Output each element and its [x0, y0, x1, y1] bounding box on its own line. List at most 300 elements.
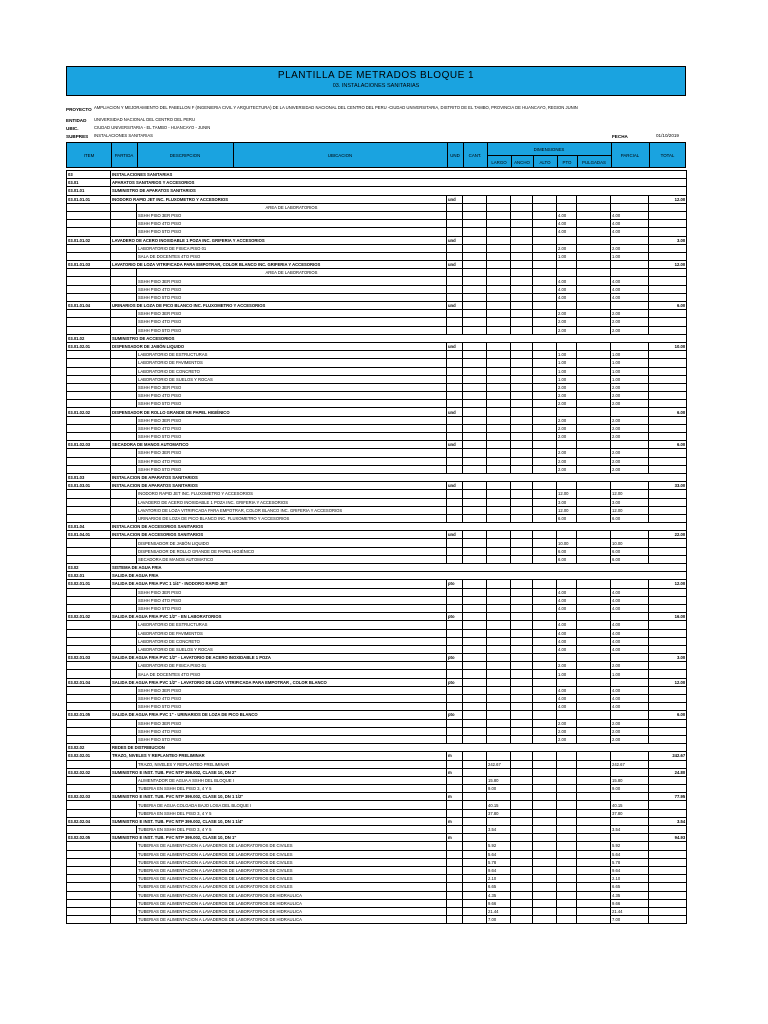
row-largo	[487, 351, 511, 359]
row-empty	[611, 531, 649, 539]
row-pto: 2.00	[557, 465, 577, 473]
row-total	[649, 220, 687, 228]
table-row-detail	[67, 809, 687, 817]
row-empty	[463, 654, 487, 662]
row-item	[67, 375, 111, 383]
row-parcial: 2.00	[611, 326, 649, 334]
row-empty	[511, 613, 533, 621]
row-empty	[487, 768, 511, 776]
row-description: LAVADERO DE ACERO INOXIDABLE 1 POZA INC. GRIFERIA Y ACCESORIOS	[111, 236, 447, 244]
row-description: SSHH PISO 5TO PISO	[137, 465, 447, 473]
table-row-detail	[67, 490, 687, 498]
row-total	[649, 506, 687, 514]
row-alto	[533, 277, 557, 285]
row-description: LABORATORIO DE ESTRUCTURAS	[137, 621, 447, 629]
row-alto	[533, 326, 557, 334]
row-item	[67, 383, 111, 391]
row-empty	[511, 793, 533, 801]
row-total: 12.00	[649, 580, 687, 588]
row-alto	[533, 719, 557, 727]
ubic-value: CIUDAD UNIVERSITARIA - EL TAMBO - HUANCAYO - JUNIN	[94, 125, 211, 130]
row-ancho	[511, 400, 533, 408]
row-item: 03.02.01.05	[67, 711, 111, 719]
table-row-detail	[67, 604, 687, 612]
table-row-partida	[67, 817, 687, 825]
row-pulgadas	[577, 392, 611, 400]
row-empty	[611, 195, 649, 203]
row-und	[447, 776, 463, 784]
row-partida	[111, 547, 137, 555]
row-und	[447, 645, 463, 653]
row-largo	[487, 604, 511, 612]
row-und	[447, 220, 463, 228]
row-item	[67, 539, 111, 547]
row-item	[67, 351, 111, 359]
row-total	[649, 539, 687, 547]
row-pto	[557, 883, 577, 891]
column-header	[66, 142, 686, 168]
row-largo	[487, 588, 511, 596]
row-item	[67, 686, 111, 694]
row-ancho	[511, 695, 533, 703]
row-ancho	[511, 392, 533, 400]
table-row-partida	[67, 441, 687, 449]
row-parcial: 4.00	[611, 220, 649, 228]
row-description: LAVADERO DE ACERO INOXIDABLE 1 POZA INC. GRIFERIA Y ACCESORIOS	[137, 498, 447, 506]
row-empty	[611, 580, 649, 588]
row-und	[447, 826, 463, 834]
row-pto	[557, 785, 577, 793]
row-largo	[487, 375, 511, 383]
row-empty	[533, 203, 557, 211]
row-cant	[463, 310, 487, 318]
row-cant	[463, 506, 487, 514]
row-empty	[463, 711, 487, 719]
row-item: 03.01.01.03	[67, 261, 111, 269]
row-partida	[111, 277, 137, 285]
row-description: INSTALACION DE APARATOS SANITARIOS	[111, 473, 687, 481]
ubic-label: UBIC.	[66, 126, 79, 131]
row-empty	[557, 236, 577, 244]
row-alto	[533, 703, 557, 711]
row-largo	[487, 367, 511, 375]
row-und	[447, 326, 463, 334]
row-und	[447, 424, 463, 432]
row-alto	[533, 400, 557, 408]
row-pulgadas	[577, 424, 611, 432]
row-pulgadas	[577, 588, 611, 596]
row-total: 12.00	[649, 678, 687, 686]
table-row-group	[67, 473, 687, 481]
row-alto	[533, 604, 557, 612]
row-alto	[533, 760, 557, 768]
row-empty	[577, 654, 611, 662]
row-total: 6.00	[649, 302, 687, 310]
row-pto: 10.00	[557, 539, 577, 547]
row-parcial: 9.64	[611, 866, 649, 874]
row-cant	[463, 826, 487, 834]
row-largo	[487, 220, 511, 228]
row-ancho	[511, 907, 533, 915]
row-empty	[511, 768, 533, 776]
table-row-partida	[67, 793, 687, 801]
row-partida	[111, 703, 137, 711]
row-und	[447, 392, 463, 400]
table-row-detail	[67, 686, 687, 694]
row-und	[447, 400, 463, 408]
row-item: 03.01.04	[67, 523, 111, 531]
row-empty	[463, 195, 487, 203]
proyecto-value: AMPLIACION Y MEJORAMIENTO DEL PABELLON F (INGENIERIA CIVIL Y ARQUITECTURA) DE LA UNIVERSIDAD NACIONAL DEL CENTRO DEL PERU -CIUDAD UNIVERSITARIA, DISTRITO DE EL TAMBO, PROVINCIA DE HUANCAYO, REGION JUNIN	[94, 105, 578, 110]
row-empty	[557, 203, 577, 211]
row-cant	[463, 899, 487, 907]
row-largo	[487, 735, 511, 743]
row-total	[649, 310, 687, 318]
row-total: 10.00	[649, 342, 687, 350]
row-ancho	[511, 850, 533, 858]
row-item	[67, 604, 111, 612]
row-description: LAVATORIO DE LOZA VITRIFICADA PARA EMPOTRAR, COLOR BLANCO INC. GRIFERIA Y ACCESORIOS	[137, 506, 447, 514]
row-total	[649, 883, 687, 891]
row-partida	[111, 735, 137, 743]
table-row-detail	[67, 211, 687, 219]
row-partida	[111, 498, 137, 506]
row-empty	[557, 580, 577, 588]
row-parcial: 2.00	[611, 310, 649, 318]
row-item	[67, 269, 111, 277]
row-ancho	[511, 703, 533, 711]
row-ancho	[511, 424, 533, 432]
row-ancho	[511, 457, 533, 465]
row-total	[649, 760, 687, 768]
subpres-value: INSTALACIONES SANITARIAS	[94, 133, 153, 138]
row-item: 03.01.03	[67, 473, 111, 481]
table-row-detail	[67, 588, 687, 596]
table-row-detail	[67, 400, 687, 408]
row-pto: 12.00	[557, 506, 577, 514]
row-pulgadas	[577, 367, 611, 375]
row-total: 12.00	[649, 261, 687, 269]
row-item	[67, 211, 111, 219]
row-pulgadas	[577, 662, 611, 670]
row-largo	[487, 293, 511, 301]
row-largo	[487, 424, 511, 432]
row-pto: 2.00	[557, 392, 577, 400]
row-pto: 4.00	[557, 277, 577, 285]
header-partida: PARTIDA	[111, 143, 138, 167]
row-empty	[649, 203, 687, 211]
row-und	[447, 498, 463, 506]
row-empty	[463, 441, 487, 449]
row-partida	[111, 351, 137, 359]
row-und	[447, 703, 463, 711]
row-und: und	[447, 408, 463, 416]
row-und	[447, 252, 463, 260]
row-empty	[511, 482, 533, 490]
table-row-group	[67, 564, 687, 572]
row-largo	[487, 252, 511, 260]
row-largo	[487, 416, 511, 424]
row-parcial: 5.78	[611, 858, 649, 866]
row-ancho	[511, 858, 533, 866]
row-item: 03.02.02.02	[67, 768, 111, 776]
row-pulgadas	[577, 670, 611, 678]
row-largo	[487, 277, 511, 285]
row-empty	[533, 441, 557, 449]
row-largo	[487, 228, 511, 236]
row-empty	[487, 408, 511, 416]
row-und: und	[447, 531, 463, 539]
row-partida	[111, 457, 137, 465]
row-parcial: 4.00	[611, 629, 649, 637]
row-und	[447, 907, 463, 915]
row-total	[649, 465, 687, 473]
metrados-sheet	[66, 66, 686, 924]
header-item: ITEM	[67, 143, 112, 167]
header-descripcion: DESCRIPCION	[137, 143, 234, 167]
row-ancho	[511, 310, 533, 318]
row-partida	[111, 400, 137, 408]
row-alto	[533, 776, 557, 784]
row-ancho	[511, 293, 533, 301]
row-pto: 1.00	[557, 252, 577, 260]
row-item: 03.01.02.01	[67, 342, 111, 350]
row-empty	[577, 613, 611, 621]
row-pto: 6.00	[557, 547, 577, 555]
row-empty	[557, 441, 577, 449]
row-empty	[577, 817, 611, 825]
row-und	[447, 490, 463, 498]
row-empty	[611, 261, 649, 269]
row-largo	[487, 629, 511, 637]
row-und	[447, 858, 463, 866]
row-item	[67, 801, 111, 809]
row-empty	[463, 580, 487, 588]
row-cant	[463, 645, 487, 653]
row-pto: 4.00	[557, 645, 577, 653]
row-description: SSHH PISO 3ER PISO	[137, 686, 447, 694]
row-ancho	[511, 645, 533, 653]
row-pto: 4.00	[557, 604, 577, 612]
row-alto	[533, 514, 557, 522]
row-item: 03.02.02	[67, 744, 111, 752]
row-ancho	[511, 318, 533, 326]
row-partida	[111, 433, 137, 441]
row-largo: 15.80	[487, 776, 511, 784]
row-empty	[577, 441, 611, 449]
row-item	[67, 695, 111, 703]
table-row-detail	[67, 826, 687, 834]
row-ancho	[511, 875, 533, 883]
row-total	[649, 211, 687, 219]
row-ancho	[511, 916, 533, 924]
row-ancho	[511, 539, 533, 547]
row-empty	[611, 408, 649, 416]
row-ancho	[511, 211, 533, 219]
row-empty	[487, 302, 511, 310]
row-description: SUMINISTRO DE ACCESORIOS	[111, 334, 687, 342]
row-partida	[111, 809, 137, 817]
row-pto: 6.00	[557, 555, 577, 563]
row-description: TUBERIAS DE ALIMENTACION A LAVADEROS DE LABORATORIOS DE HIDRAULICA	[137, 899, 447, 907]
row-pulgadas	[577, 686, 611, 694]
row-parcial: 2.00	[611, 400, 649, 408]
row-cant	[463, 547, 487, 555]
row-empty	[577, 711, 611, 719]
row-description: LABORATORIO DE FISICA PISO 01	[137, 662, 447, 670]
row-description: SSHH PISO 5TO PISO	[137, 433, 447, 441]
row-item	[67, 899, 111, 907]
row-pto	[557, 858, 577, 866]
row-und	[447, 596, 463, 604]
row-pulgadas	[577, 629, 611, 637]
row-pto: 4.00	[557, 211, 577, 219]
row-largo: 7.00	[487, 916, 511, 924]
row-empty	[487, 531, 511, 539]
row-description: LABORATORIO DE SUELOS Y ROCAS	[137, 645, 447, 653]
row-und	[447, 506, 463, 514]
row-empty	[463, 261, 487, 269]
row-und	[447, 809, 463, 817]
row-und: pto	[447, 711, 463, 719]
row-alto	[533, 826, 557, 834]
row-description: LABORATORIO DE CONCRETO	[137, 637, 447, 645]
row-cant	[463, 735, 487, 743]
row-item	[67, 907, 111, 915]
table-row-partida	[67, 302, 687, 310]
row-ancho	[511, 891, 533, 899]
row-alto	[533, 228, 557, 236]
row-alto	[533, 596, 557, 604]
row-alto	[533, 801, 557, 809]
row-parcial: 4.00	[611, 686, 649, 694]
row-empty	[511, 678, 533, 686]
header-pto: PTO	[557, 155, 578, 168]
table-row-detail	[67, 670, 687, 678]
row-total	[649, 498, 687, 506]
row-alto	[533, 875, 557, 883]
row-total	[649, 359, 687, 367]
row-ancho	[511, 588, 533, 596]
row-pto	[557, 891, 577, 899]
row-empty	[533, 678, 557, 686]
row-item	[67, 596, 111, 604]
row-pto: 1.00	[557, 367, 577, 375]
row-largo: 5.92	[487, 842, 511, 850]
row-und	[447, 629, 463, 637]
table-row-detail	[67, 359, 687, 367]
table-row-detail	[67, 375, 687, 383]
row-total	[649, 228, 687, 236]
row-parcial: 9.00	[611, 785, 649, 793]
table-row-detail	[67, 719, 687, 727]
row-empty	[463, 342, 487, 350]
row-alto	[533, 498, 557, 506]
table-row-detail	[67, 907, 687, 915]
row-empty	[487, 482, 511, 490]
row-description: SSHH PISO 4TO PISO	[137, 392, 447, 400]
row-empty	[463, 269, 487, 277]
row-partida	[111, 695, 137, 703]
row-partida	[111, 203, 137, 211]
row-total	[649, 842, 687, 850]
row-pulgadas	[577, 351, 611, 359]
row-ancho	[511, 621, 533, 629]
row-empty	[557, 613, 577, 621]
row-parcial: 4.00	[611, 604, 649, 612]
row-und	[447, 351, 463, 359]
row-largo	[487, 703, 511, 711]
row-total	[649, 252, 687, 260]
row-cant	[463, 662, 487, 670]
row-largo: 5.78	[487, 858, 511, 866]
table-row-detail	[67, 457, 687, 465]
row-largo	[487, 433, 511, 441]
row-largo	[487, 695, 511, 703]
row-empty	[611, 768, 649, 776]
row-empty	[511, 408, 533, 416]
row-empty	[557, 482, 577, 490]
row-item	[67, 670, 111, 678]
row-cant	[463, 801, 487, 809]
row-item	[67, 662, 111, 670]
row-description: DISPENSADOR DE JABÓN LIQUIDO	[111, 342, 447, 350]
row-und: und	[447, 342, 463, 350]
row-empty	[463, 834, 487, 842]
row-parcial: 4.00	[611, 703, 649, 711]
row-empty	[611, 817, 649, 825]
row-und	[447, 735, 463, 743]
row-alto	[533, 899, 557, 907]
row-largo	[487, 645, 511, 653]
row-alto	[533, 383, 557, 391]
row-pulgadas	[577, 244, 611, 252]
header-parcial: PARCIAL	[611, 143, 650, 167]
table-row-partida	[67, 654, 687, 662]
row-item	[67, 588, 111, 596]
row-total: 22.00	[649, 531, 687, 539]
row-partida	[111, 252, 137, 260]
row-partida	[111, 899, 137, 907]
row-empty	[577, 261, 611, 269]
row-pto: 1.00	[557, 670, 577, 678]
row-ancho	[511, 842, 533, 850]
row-und	[447, 727, 463, 735]
row-ancho	[511, 465, 533, 473]
table-row-group	[67, 187, 687, 195]
row-description: TUBERIAS DE ALIMENTACION A LAVADEROS DE LABORATORIOS DE HIDRAULICA	[137, 891, 447, 899]
metrados-rows	[67, 171, 687, 924]
row-empty	[533, 302, 557, 310]
row-cant	[463, 277, 487, 285]
table-row-detail	[67, 621, 687, 629]
row-alto	[533, 547, 557, 555]
row-total: 3.00	[649, 654, 687, 662]
table-row-detail	[67, 367, 687, 375]
row-parcial: 37.80	[611, 809, 649, 817]
row-pulgadas	[577, 555, 611, 563]
row-description: SSHH PISO 3ER PISO	[137, 211, 447, 219]
row-item: 03.01.04.01	[67, 531, 111, 539]
row-description: SSHH PISO 3ER PISO	[137, 588, 447, 596]
table-row-partida	[67, 711, 687, 719]
row-alto	[533, 621, 557, 629]
row-description: INODORO RAPID JET INC. FLUXOMETRO Y ACCESORIOS	[137, 490, 447, 498]
row-description: TUBERIA DE AGUA COLGADA BAJO LOSA DEL BLOQUE I	[137, 801, 447, 809]
row-parcial: 1.00	[611, 670, 649, 678]
row-und	[447, 449, 463, 457]
row-alto	[533, 645, 557, 653]
